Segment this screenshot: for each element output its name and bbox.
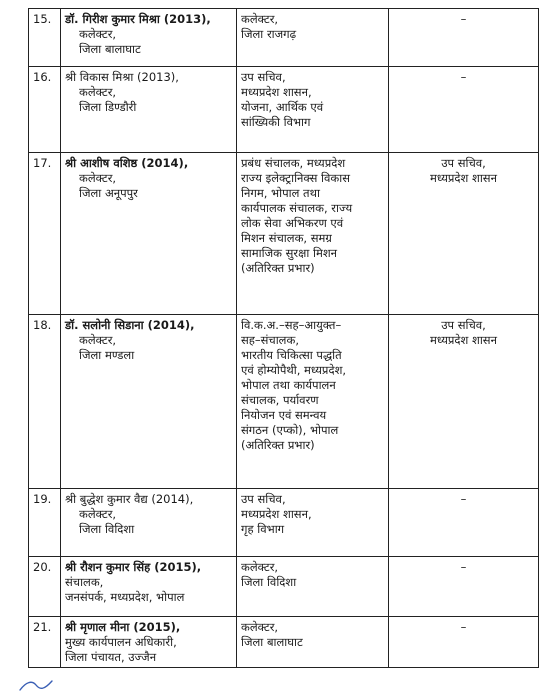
officer-location: जिला डिण्डौरी: [79, 100, 137, 114]
posting-line: जिला राजगढ़: [241, 27, 297, 41]
dash-marker: –: [460, 12, 467, 26]
current-posting-cell: [237, 9, 389, 67]
posting-line: जिला बालाघाट: [241, 635, 303, 649]
officer-cell: [61, 153, 237, 315]
current-posting-cell: [237, 557, 389, 617]
additional-posting-cell: [389, 315, 539, 489]
officer-location: जनसंपर्क, मध्यप्रदेश, भोपाल: [65, 590, 185, 604]
posting-line: प्रबंध संचालक, मध्यप्रदेश: [241, 156, 346, 170]
dash-marker: –: [460, 620, 467, 634]
posting-line: मध्यप्रदेश शासन,: [241, 85, 312, 99]
table-row: [29, 9, 539, 67]
posting-line: योजना, आर्थिक एवं: [241, 100, 324, 114]
serial-number: 21.: [29, 617, 61, 668]
officer-designation: कलेक्टर,: [79, 333, 117, 347]
dash-marker: –: [460, 70, 467, 84]
serial-number: 17.: [29, 153, 61, 315]
officer-cell: [61, 9, 237, 67]
posting-line: कलेक्टर,: [241, 560, 279, 574]
officer-name: डॉ. गिरीश कुमार मिश्रा (2013),: [65, 12, 211, 26]
officer-cell: [61, 315, 237, 489]
posting-line: (अतिरिक्त प्रभार): [241, 438, 315, 452]
posting-line: कार्यपालक संचालक, राज्य: [241, 201, 353, 215]
additional-posting-cell: [389, 9, 539, 67]
serial-number: 19.: [29, 489, 61, 557]
officer-designation: संचालक,: [65, 575, 104, 589]
pen-mark-icon: [18, 676, 58, 692]
officer-location: जिला अनूपपुर: [79, 186, 138, 200]
posting-line: सामाजिक सुरक्षा मिशन: [241, 246, 338, 260]
officer-name: श्री मृणाल मीना (2015),: [65, 620, 181, 634]
officer-designation: कलेक्टर,: [79, 85, 117, 99]
table-row: [29, 617, 539, 668]
posting-line: सांख्यिकी विभाग: [241, 115, 311, 129]
posting-line: भोपाल तथा कार्यपालन: [241, 378, 336, 392]
posting-line: मध्यप्रदेश शासन,: [241, 507, 312, 521]
posting-line: उप सचिव,: [241, 492, 286, 506]
new-posting-line: उप सचिव,: [441, 318, 486, 332]
officer-name: श्री बुद्धेश कुमार वैद्य (2014),: [65, 492, 194, 506]
posting-line: नियोजन एवं समन्वय: [241, 408, 327, 422]
current-posting-cell: [237, 153, 389, 315]
posting-line: जिला विदिशा: [241, 575, 297, 589]
posting-line: भारतीय चिकित्सा पद्धति: [241, 348, 342, 362]
dash-marker: –: [460, 492, 467, 506]
officer-name: श्री विकास मिश्रा (2013),: [65, 70, 179, 84]
officer-designation: कलेक्टर,: [79, 507, 117, 521]
posting-line: संगठन (एप्को), भोपाल: [241, 423, 339, 437]
table-row: [29, 557, 539, 617]
serial-number: 18.: [29, 315, 61, 489]
table-row: [29, 67, 539, 153]
posting-line: निगम, भोपाल तथा: [241, 186, 320, 200]
current-posting-cell: [237, 315, 389, 489]
posting-line: कलेक्टर,: [241, 620, 279, 634]
table-row: [29, 153, 539, 315]
officer-cell: [61, 489, 237, 557]
posting-line: संचालक, पर्यावरण: [241, 393, 319, 407]
officer-name: श्री रौशन कुमार सिंह (2015),: [65, 560, 202, 574]
posting-line: गृह विभाग: [241, 522, 285, 536]
table-row: [29, 489, 539, 557]
posting-line: लोक सेवा अभिकरण एवं: [241, 216, 344, 230]
posting-line: उप सचिव,: [241, 70, 286, 84]
posting-order-table: [28, 8, 539, 668]
current-posting-cell: [237, 489, 389, 557]
officer-location: जिला विदिशा: [79, 522, 135, 536]
serial-number: 20.: [29, 557, 61, 617]
posting-line: (अतिरिक्त प्रभार): [241, 261, 315, 275]
officer-cell: [61, 617, 237, 668]
officer-name: डॉ. सलोनी सिडाना (2014),: [65, 318, 195, 332]
dash-marker: –: [460, 560, 467, 574]
officer-designation: कलेक्टर,: [79, 27, 117, 41]
new-posting-line: मध्यप्रदेश शासन: [430, 333, 497, 347]
serial-number: 15.: [29, 9, 61, 67]
posting-line: कलेक्टर,: [241, 12, 279, 26]
posting-line: वि.क.अ.–सह–आयुक्त–: [241, 318, 342, 332]
posting-line: राज्य इलेक्ट्रानिक्स विकास: [241, 171, 351, 185]
officer-name: श्री आशीष वशिष्ठ (2014),: [65, 156, 189, 170]
officer-designation: मुख्य कार्यपालन अधिकारी,: [65, 635, 177, 649]
additional-posting-cell: [389, 617, 539, 668]
serial-number: 16.: [29, 67, 61, 153]
officer-cell: [61, 67, 237, 153]
posting-line: मिशन संचालक, समग्र: [241, 231, 332, 245]
posting-line: एवं होम्योपैथी, मध्यप्रदेश,: [241, 363, 347, 377]
officer-location: जिला पंचायत, उज्जैन: [65, 650, 157, 664]
table-row: [29, 315, 539, 489]
officer-location: जिला बालाघाट: [79, 42, 141, 56]
officer-location: जिला मण्डला: [79, 348, 135, 362]
additional-posting-cell: [389, 489, 539, 557]
officer-cell: [61, 557, 237, 617]
posting-line: सह–संचालक,: [241, 333, 299, 347]
additional-posting-cell: [389, 153, 539, 315]
additional-posting-cell: [389, 557, 539, 617]
current-posting-cell: [237, 67, 389, 153]
new-posting-line: उप सचिव,: [441, 156, 486, 170]
officer-designation: कलेक्टर,: [79, 171, 117, 185]
new-posting-line: मध्यप्रदेश शासन: [430, 171, 497, 185]
additional-posting-cell: [389, 67, 539, 153]
current-posting-cell: [237, 617, 389, 668]
